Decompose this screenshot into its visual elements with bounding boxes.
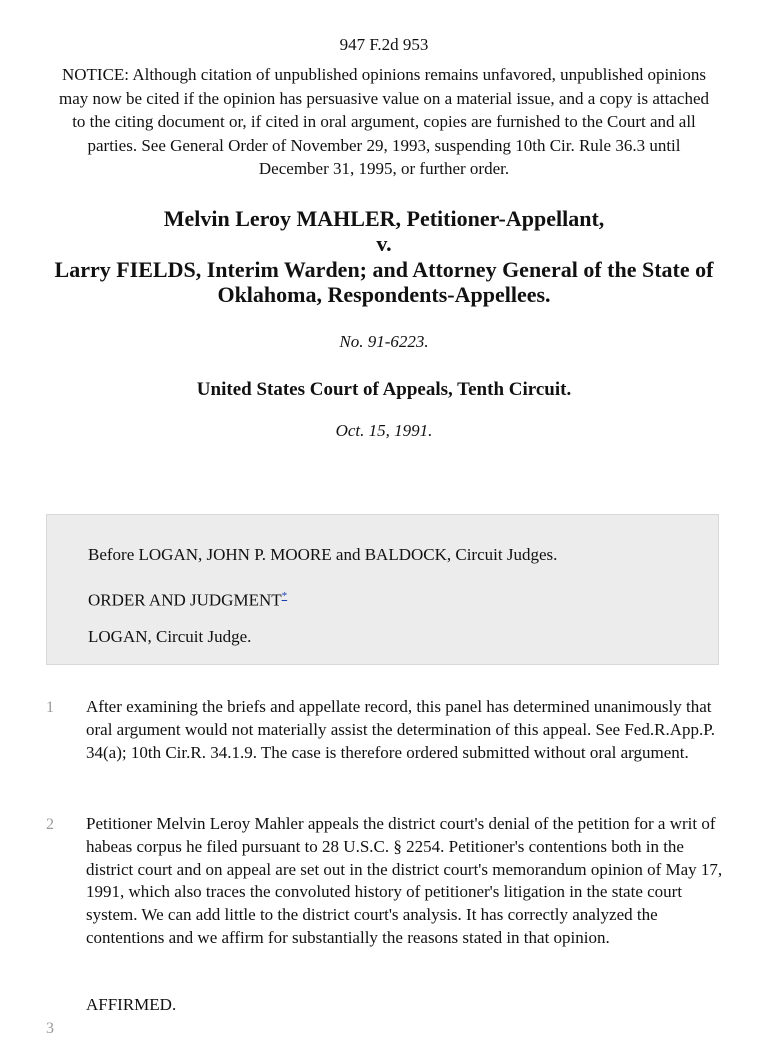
opinion-author: LOGAN, Circuit Judge. xyxy=(88,627,252,646)
caption-respondents: Larry FIELDS, Interim Warden; and Attorney General of the State of Oklahoma, Respondents-Appellees. xyxy=(54,256,714,307)
paragraph-1: After examining the briefs and appellate record, this panel has determined unanimously that oral argument would not materially assist the determination of this appeal. See Fed.R.App.P. 34(a); 10th Cir.R. 34.1.9. The case is therefore ordered submitted without oral argument. xyxy=(86,697,716,762)
paragraph-2: Petitioner Melvin Leroy Mahler appeals the district court's denial of the petition for a writ of habeas corpus he filed pursuant to 28 U.S.C. § 2254. Petitioner's contentions both in the district court and on appeal are set out in the district court's memorandum opinion of May 17, 1991, which also traces the convoluted history of petitioner's litigation in the state court system. We can add little to the district court's analysis. It has correctly analyzed the contentions and we affirm for substantially the reasons stated in that opinion. xyxy=(86,814,723,947)
footnote-link[interactable]: * xyxy=(281,590,288,602)
panel-box xyxy=(46,514,719,665)
order-heading xyxy=(88,586,287,611)
docket-number: No. 91-6223. xyxy=(339,331,429,351)
court-name: United States Court of Appeals, Tenth Circuit. xyxy=(196,378,572,400)
paragraph-number-1: 1 xyxy=(46,699,54,716)
case-caption xyxy=(40,206,728,308)
paragraph-number-3: 3 xyxy=(46,1020,54,1037)
caption-versus: v. xyxy=(376,231,392,256)
paragraph-3: AFFIRMED. xyxy=(86,995,177,1014)
decision-date: Oct. 15, 1991. xyxy=(335,420,433,440)
caption-petitioner: Melvin Leroy MAHLER, Petitioner-Appellant, xyxy=(163,205,605,231)
document-header xyxy=(0,34,768,181)
case-citation: 947 F.2d 953 xyxy=(339,35,429,54)
order-title: ORDER AND JUDGMENT xyxy=(88,590,282,610)
panel-judges: Before LOGAN, JOHN P. MOORE and BALDOCK, Circuit Judges. xyxy=(88,545,558,564)
unpublished-notice: NOTICE: Although citation of unpublished opinions remains unfavored, unpublished opinions may now be cited if the opinion has persuasive value on a material issue, and a copy is attached to the citing document or, if cited in oral argument, copies are furnished to the Court and all parties. See General Order of November 29, 1993, suspending 10th Cir. Rule 36.3 until December 31, 1995, or further order. xyxy=(58,65,710,178)
paragraph-number-2: 2 xyxy=(46,816,54,833)
